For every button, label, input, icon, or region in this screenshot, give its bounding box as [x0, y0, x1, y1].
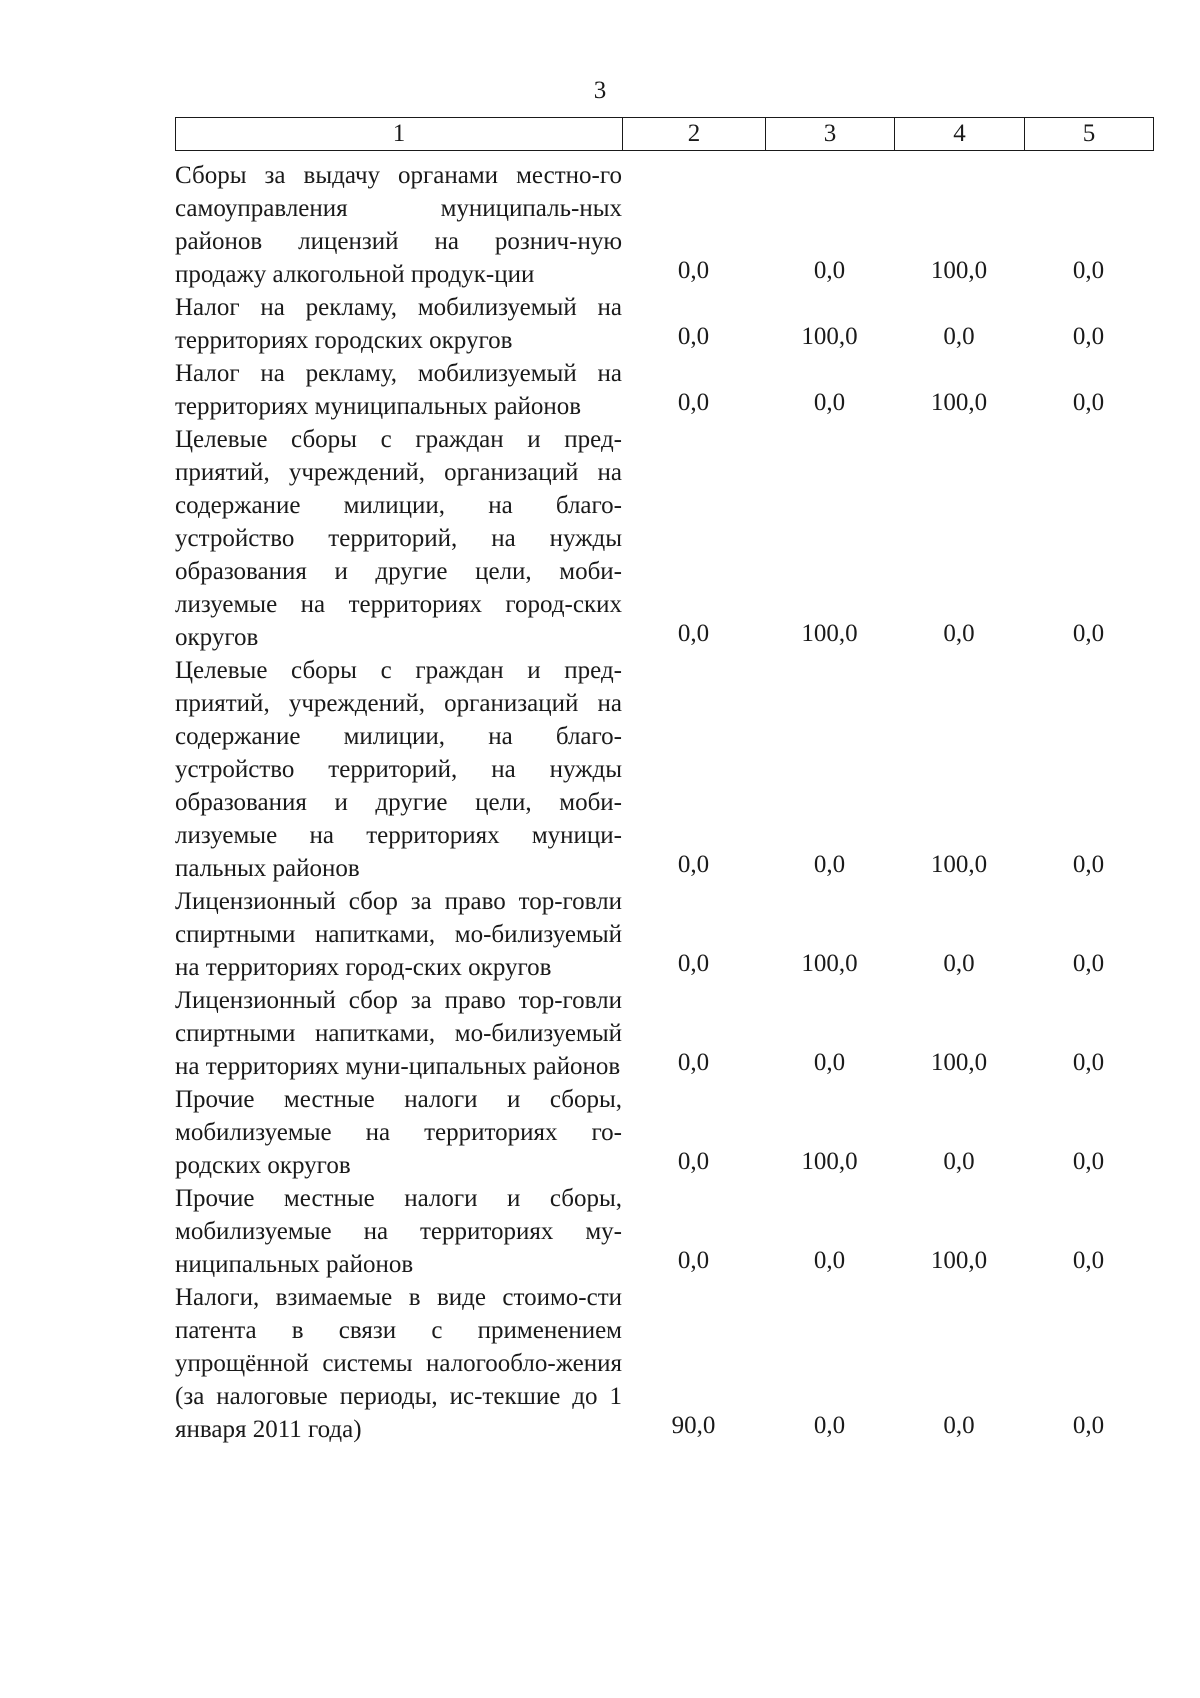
column-header: 4	[895, 118, 1025, 151]
tax-name: Прочие местные налоги и сборы, мобилизуемые на территориях му-ниципальных районов	[175, 1185, 622, 1278]
value-cell-col-4	[894, 291, 1024, 357]
table-row	[175, 885, 1153, 984]
tax-name-cell	[175, 291, 622, 357]
percentage-value: 100,0	[930, 257, 988, 284]
table-row	[175, 357, 1153, 423]
percentage-value: 0,0	[813, 389, 846, 416]
table-row	[175, 159, 1153, 291]
percentage-value: 0,0	[813, 1049, 846, 1076]
percentage-value: 0,0	[813, 1247, 846, 1274]
value-cell-col-4	[894, 423, 1024, 654]
value-cell-col-5	[1024, 1281, 1153, 1446]
value-cell-col-2	[622, 357, 765, 423]
value-cell-col-2	[622, 984, 765, 1083]
value-cell-col-5	[1024, 654, 1153, 885]
percentage-value: 0,0	[813, 1412, 846, 1439]
tax-name-cell	[175, 159, 622, 291]
percentage-value: 0,0	[1072, 323, 1105, 350]
percentage-value: 0,0	[1072, 389, 1105, 416]
percentage-value: 100,0	[801, 620, 858, 647]
tax-name-cell	[175, 885, 622, 984]
value-cell-col-5	[1024, 291, 1153, 357]
value-cell-col-4	[894, 1182, 1024, 1281]
table-row	[175, 1281, 1153, 1446]
value-cell-col-5	[1024, 1083, 1153, 1182]
value-cell-col-4	[894, 654, 1024, 885]
value-cell-col-2	[622, 291, 765, 357]
table-row	[175, 1083, 1153, 1182]
value-cell-col-5	[1024, 423, 1153, 654]
percentage-value: 0,0	[1072, 1148, 1105, 1175]
percentage-value: 0,0	[943, 323, 975, 350]
tax-name: Налог на рекламу, мобилизуемый на территориях муниципальных районов	[175, 360, 622, 420]
percentage-value: 100,0	[801, 323, 858, 350]
tax-name: Налог на рекламу, мобилизуемый на территориях городских округов	[175, 294, 622, 354]
value-cell-col-4	[894, 357, 1024, 423]
tax-name: Лицензионный сбор за право тор-говли спиртными напитками, мо-билизуемый на территориях муни-ципальных районов	[175, 987, 622, 1080]
tax-name: Налоги, взимаемые в виде стоимо-сти патента в связи с применением упрощённой системы налогообло-жения (за налоговые периоды, ис-текшие до 1 января 2011 года)	[175, 1284, 622, 1443]
percentage-value: 0,0	[677, 323, 710, 350]
value-cell-col-3	[765, 654, 894, 885]
tax-name: Лицензионный сбор за право тор-говли спиртными напитками, мо-билизуемый на территориях город-ских округов	[175, 888, 622, 981]
value-cell-col-5	[1024, 885, 1153, 984]
percentage-value: 100,0	[930, 851, 988, 878]
table-row	[175, 984, 1153, 1083]
value-cell-col-5	[1024, 1182, 1153, 1281]
percentage-value: 0,0	[1072, 950, 1105, 977]
value-cell-col-2	[622, 1083, 765, 1182]
percentage-value: 0,0	[677, 1049, 710, 1076]
percentage-value: 100,0	[930, 1049, 988, 1076]
value-cell-col-3	[765, 357, 894, 423]
value-cell-col-4	[894, 984, 1024, 1083]
tax-name-cell	[175, 357, 622, 423]
value-cell-col-2	[622, 423, 765, 654]
tax-name-cell	[175, 1182, 622, 1281]
table-row	[175, 423, 1153, 654]
column-header: 1	[176, 118, 623, 151]
value-cell-col-5	[1024, 984, 1153, 1083]
value-cell-col-3	[765, 885, 894, 984]
tax-distribution-table	[175, 159, 1153, 1446]
value-cell-col-3	[765, 1083, 894, 1182]
page-number: 3	[593, 77, 607, 104]
value-cell-col-5	[1024, 357, 1153, 423]
percentage-value: 90,0	[671, 1412, 716, 1439]
value-cell-col-3	[765, 291, 894, 357]
value-cell-col-2	[622, 885, 765, 984]
percentage-value: 0,0	[813, 257, 846, 284]
column-header: 5	[1025, 118, 1154, 151]
tax-name-cell	[175, 1083, 622, 1182]
percentage-value: 100,0	[801, 950, 858, 977]
percentage-value: 0,0	[943, 1412, 975, 1439]
percentage-value: 0,0	[1072, 1412, 1105, 1439]
tax-name-cell	[175, 1281, 622, 1446]
table-row	[175, 654, 1153, 885]
value-cell-col-2	[622, 1182, 765, 1281]
percentage-value: 0,0	[677, 851, 710, 878]
value-cell-col-4	[894, 1083, 1024, 1182]
value-cell-col-2	[622, 654, 765, 885]
percentage-value: 0,0	[1072, 257, 1105, 284]
value-cell-col-2	[622, 159, 765, 291]
tax-name-cell	[175, 654, 622, 885]
percentage-value: 0,0	[677, 1247, 710, 1274]
value-cell-col-5	[1024, 159, 1153, 291]
percentage-value: 0,0	[677, 389, 710, 416]
percentage-value: 0,0	[677, 1148, 710, 1175]
percentage-value: 0,0	[1072, 1247, 1105, 1274]
tax-name: Сборы за выдачу органами местно-го самоуправления муниципаль-ных районов лицензий на рознич-ную продажу алкогольной продук-ции	[175, 162, 622, 288]
table-row	[175, 1182, 1153, 1281]
percentage-value: 0,0	[943, 950, 975, 977]
percentage-value: 0,0	[1072, 1049, 1105, 1076]
percentage-value: 0,0	[677, 257, 710, 284]
percentage-value: 100,0	[930, 389, 988, 416]
value-cell-col-4	[894, 885, 1024, 984]
percentage-value: 0,0	[943, 620, 975, 647]
tax-name: Целевые сборы с граждан и пред-приятий, учреждений, организаций на содержание милиции, на благо-устройство территорий, на нужды образования и другие цели, моби-лизуемые на территориях город-ских округов	[175, 426, 622, 651]
percentage-value: 0,0	[943, 1148, 975, 1175]
value-cell-col-3	[765, 1182, 894, 1281]
percentage-value: 0,0	[1072, 620, 1105, 647]
percentage-value: 0,0	[677, 620, 710, 647]
value-cell-col-3	[765, 984, 894, 1083]
column-header: 3	[766, 118, 895, 151]
tax-name-cell	[175, 423, 622, 654]
column-header: 2	[623, 118, 766, 151]
value-cell-col-3	[765, 423, 894, 654]
tax-name: Целевые сборы с граждан и пред-приятий, учреждений, организаций на содержание милиции, на благо-устройство территорий, на нужды образования и другие цели, моби-лизуемые на территориях муници-пальных районов	[175, 657, 622, 882]
percentage-value: 100,0	[801, 1148, 858, 1175]
tax-name-cell	[175, 984, 622, 1083]
value-cell-col-3	[765, 1281, 894, 1446]
percentage-value: 0,0	[1072, 851, 1105, 878]
percentage-value: 0,0	[813, 851, 846, 878]
table-row	[175, 291, 1153, 357]
value-cell-col-3	[765, 159, 894, 291]
percentage-value: 100,0	[930, 1247, 988, 1274]
value-cell-col-4	[894, 159, 1024, 291]
value-cell-col-2	[622, 1281, 765, 1446]
column-header-table	[175, 117, 1154, 151]
percentage-value: 0,0	[677, 950, 710, 977]
tax-name: Прочие местные налоги и сборы, мобилизуемые на территориях го-родских округов	[175, 1086, 622, 1179]
column-header-row	[176, 118, 1154, 151]
value-cell-col-4	[894, 1281, 1024, 1446]
